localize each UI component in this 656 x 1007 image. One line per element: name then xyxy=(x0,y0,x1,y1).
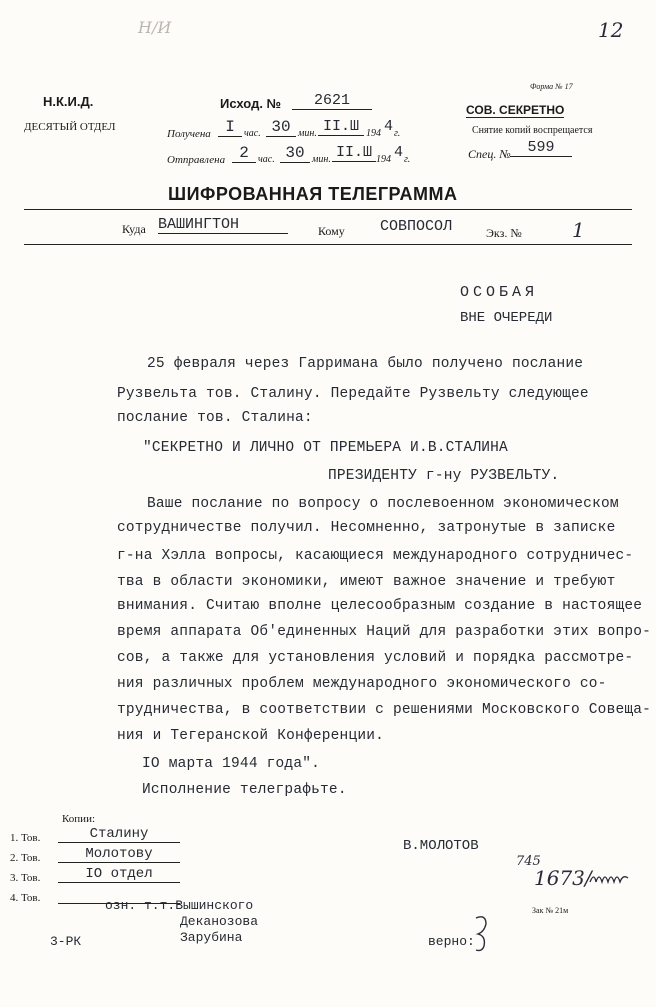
body-line: IO марта 1944 года". xyxy=(142,756,321,772)
copies-label: Копии: xyxy=(62,813,96,825)
department-name: ДЕСЯТЫЙ ОТДЕЛ xyxy=(24,121,116,133)
sent-date: II.Ш xyxy=(332,144,376,162)
acquainted-line-1: озн. т.т.Вышинского xyxy=(105,898,254,913)
copy-row xyxy=(10,832,40,844)
sent-minute-label: мин. xyxy=(312,154,331,165)
address-rule xyxy=(24,244,632,245)
copy-row-number: 1. Тов. xyxy=(10,832,41,844)
priority-line-2: ВНЕ ОЧЕРЕДИ xyxy=(460,310,553,326)
to-whom-value: СОВПОСОЛ xyxy=(380,218,453,235)
copy-recipient: Сталину xyxy=(58,826,180,843)
sent-year-label: г. xyxy=(404,154,411,165)
sent-label: Отправлена xyxy=(167,154,226,166)
outgoing-number: 2621 xyxy=(292,92,372,110)
special-label: Спец. № xyxy=(468,147,511,161)
body-line: 25 февраля через Гарримана было получено послание xyxy=(147,356,584,372)
body-line: послание тов. Сталина: xyxy=(117,410,313,426)
received-label: Получена xyxy=(167,128,211,140)
copy-row-number: 2. Тов. xyxy=(10,852,41,864)
copy-row-number: 3. Тов. xyxy=(10,872,41,884)
sent-year-suffix: 4 xyxy=(394,144,404,161)
form-number: Форма № 17 xyxy=(530,82,573,91)
received-year-label: г. xyxy=(394,128,401,139)
copy-row xyxy=(10,852,40,864)
signature-name: В.МОЛОТОВ xyxy=(403,838,479,854)
handwritten-reference-2: 1673/ xyxy=(534,866,592,890)
body-line: трудничества, в соответствии с решениями Московского Совеща- xyxy=(117,702,652,718)
received-minute: 30 xyxy=(266,118,296,137)
copy-row xyxy=(10,892,40,904)
body-line: внимания. Считаю вполне целесообразным создание в настоящее xyxy=(117,598,643,614)
typist-code: 3-РК xyxy=(50,934,82,949)
verified-label: верно: xyxy=(428,934,475,949)
body-line: "СЕКРЕТНО И ЛИЧНО ОТ ПРЕМЬЕРА И.В.СТАЛИНА xyxy=(143,440,508,456)
copy-number-value: 1 xyxy=(572,218,585,242)
body-line: ния и Тегеранской Конференции. xyxy=(117,728,385,744)
body-line: сотрудничестве получил. Несомненно, затронутые в записке xyxy=(117,520,616,536)
copy-restriction: Снятие копий воспрещается xyxy=(472,125,593,136)
received-minute-label: мин. xyxy=(298,128,317,139)
document-title: ШИФРОВАННАЯ ТЕЛЕГРАММА xyxy=(168,184,458,204)
to-whom-label: Кому xyxy=(318,224,345,238)
sent-minute: 30 xyxy=(280,144,310,163)
acquainted-line-3: Зарубина xyxy=(180,930,243,945)
priority-line-1: ОСОБАЯ xyxy=(460,284,539,301)
received-year-prefix: 194 xyxy=(366,128,381,139)
body-line: время аппарата Об'единенных Наций для разработки этих вопро- xyxy=(117,624,652,640)
body-line: Рузвельта тов. Сталину. Передайте Рузвельту следующее xyxy=(117,386,589,402)
copy-recipient: IO отдел xyxy=(58,866,180,883)
copy-number-label: Экз. № xyxy=(486,226,522,240)
to-where-value: ВАШИНГТОН xyxy=(158,216,288,234)
body-line: г-на Хэлла вопросы, касающиеся международного сотрудничес- xyxy=(117,548,634,564)
to-where-label: Куда xyxy=(122,222,146,236)
org-name: Н.К.И.Д. xyxy=(43,94,94,109)
handwritten-reference: 745 xyxy=(516,854,541,869)
outgoing-label: Исход. № xyxy=(220,96,282,111)
copy-row-number: 4. Тов. xyxy=(10,892,41,904)
body-line: тва в области экономики, имеют важное значение и требуют xyxy=(117,574,616,590)
body-line: Ваше послание по вопросу о послевоенном экономическом xyxy=(147,496,619,512)
acquainted-line-2: Деканозова xyxy=(180,914,259,929)
copy-row xyxy=(10,872,40,884)
order-number: Зак № 21м xyxy=(532,906,569,915)
body-line: ния различных проблем международного экономического со- xyxy=(117,676,607,692)
body-line: Исполнение телеграфьте. xyxy=(142,782,347,798)
body-line: сов, а также для установления условий и порядка рассмотре- xyxy=(117,650,634,666)
faint-pencil-mark: Н/И xyxy=(138,18,172,37)
sent-year-prefix: 194 xyxy=(376,154,391,165)
archive-page-number: 12 xyxy=(598,18,624,42)
copy-recipient: Молотову xyxy=(58,846,180,863)
special-number: 599 xyxy=(510,139,572,157)
sent-hour: 2 xyxy=(232,144,256,163)
sent-hour-label: час. xyxy=(258,154,275,165)
received-year-suffix: 4 xyxy=(384,118,394,135)
body-line: ПРЕЗИДЕНТУ г-ну РУЗВЕЛЬТУ. xyxy=(328,468,560,484)
received-hour-label: час. xyxy=(244,128,261,139)
classification-stamp: СОВ. СЕКРЕТНО xyxy=(466,103,565,117)
verifier-signature xyxy=(470,912,492,952)
received-date: II.Ш xyxy=(318,118,364,136)
handwritten-scribble xyxy=(588,866,632,892)
received-hour: I xyxy=(218,118,242,137)
title-rule xyxy=(24,209,632,210)
